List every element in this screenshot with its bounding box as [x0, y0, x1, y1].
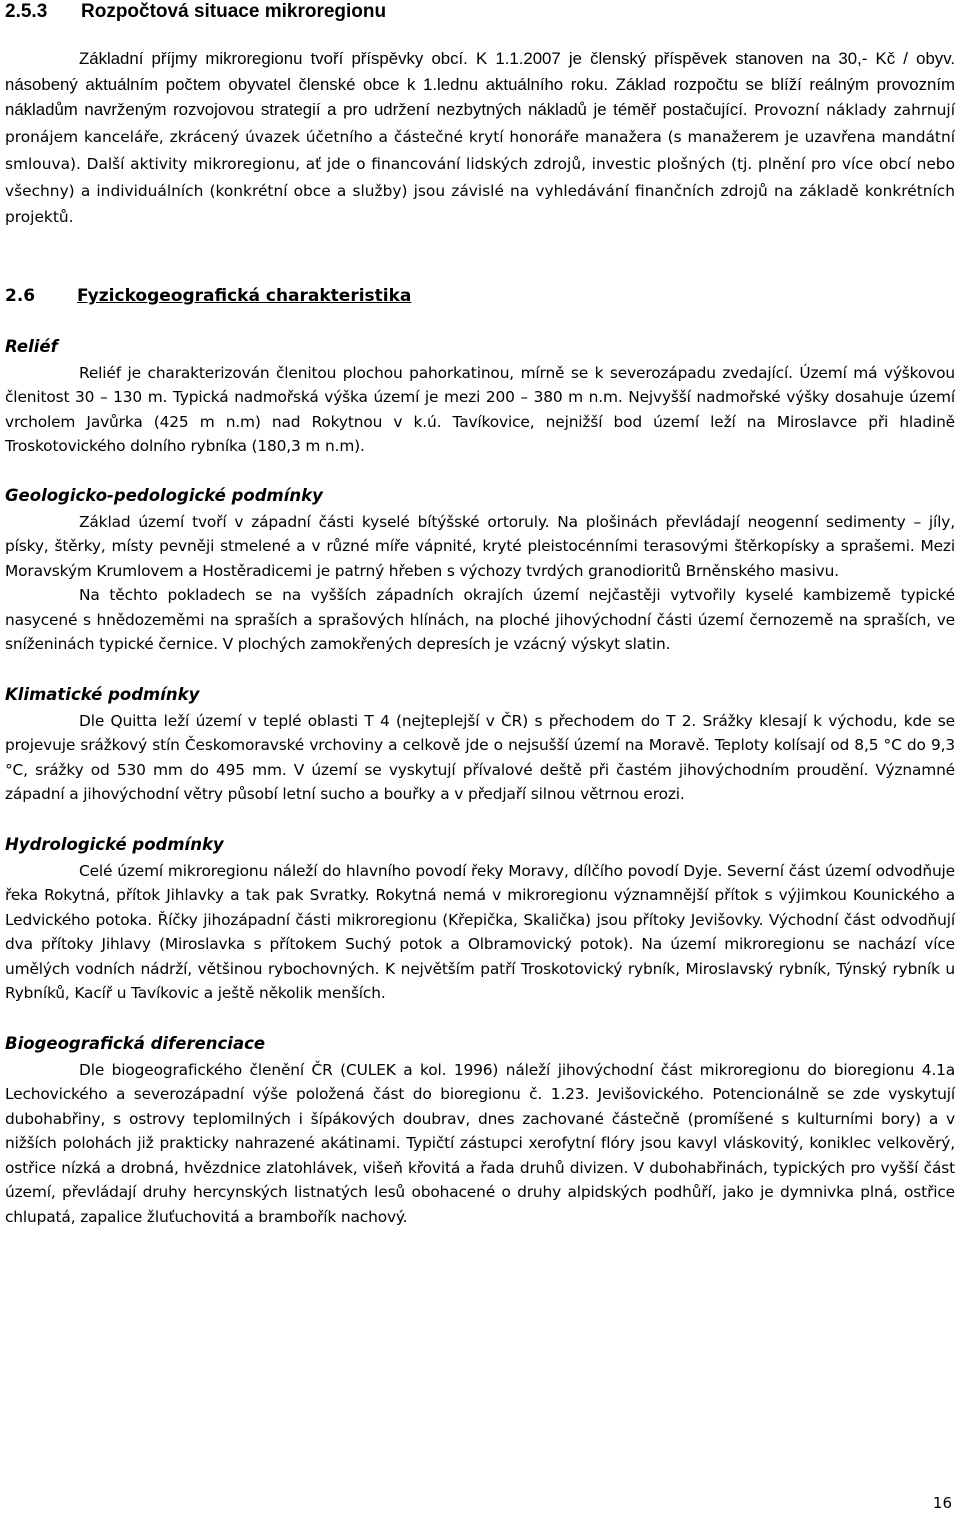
- climate-paragraph: Dle Quitta leží území v teplé oblasti T 4 (nejteplejší v ČR) s přechodem do T 2. Srážky klesají k východu, kde se projevuje srážkový stín Českomoravské vrchoviny a celkově jde o nejsušší území na Moravě. Teploty kolísají od 8,5 °C do 9,3 °C, srážky od 530 mm do 495 mm. V území se vyskytují přívalové deště při častém jihovýchodním proudění. Významné západní a jihovýchodní větry působí letní sucho a bouřky a v předjaří silnou větrnou erozi.: [5, 711, 955, 804]
- geology-paragraph-2: Na těchto pokladech se na vyšších západních okrajích území nejčastěji vytvořily kyselé kambizemě typické nasycené s hnědozeměmi na spraších a sprašových hlínách, na ploché jihovýchodní části území černozemě na spraších, ve sníženinách typické černice. V plochých zamokřených depresích je vzácný výskyt slatin.: [5, 586, 955, 654]
- geology-paragraph-1: Základ území tvoří v západní části kyselé bítýšské ortoruly. Na plošinách převládají neogenní sedimenty – jíly, písky, štěrky, místy pevněji stmelené a v různé míře vápnité, kryté pleistocénními terasovými štěrkopísky a sprašemi. Mezi Moravským Krumlovem a Hostěradicemi je patrný hřeben s výchozy tvrdých granodioritů Brněnského masivu.: [5, 512, 955, 580]
- hydrology-paragraph: Celé území mikroregionu náleží do hlavního povodí řeky Moravy, dílčího povodí Dyje. Severní část území odvodňuje řeka Rokytná, přítok Jihlavky a tak pak Svratky. Rokytná nemá v mikroregionu významnější přítok s výjimkou Kounického a Ledvického potoka. Říčky jihozápadní části mikroregionu (Křepička, Skalička) jsou přítoky Jevišovky. Východní část odvodňují dva přítoky Jihlavy (Miroslavka s přítokem Suchý potok a Olbramovický potok). Na území mikroregionu se nachází více umělých vodních nádrží, většinou rybochovných. K největším patří Troskotovický rybník, Miroslavský rybník, Týnský rybník u Rybníků, Kacíř u Tavíkovic a ještě několik menších.: [5, 861, 955, 1003]
- section-heading-2-5-3: [5, 0, 955, 24]
- budget-paragraph-cont-inline: Provozní náklady zahrnují pronájem kanceláře, zkrácený úvazek účetního a částečné krytí honoráře manažera (s manažerem je uzavřena mandátní smlouva). Další aktivity mikroregionu, ať jde o financování lidských zdrojů, investic plošných (tj. plnění pro více obcí nebo všechny) a individuálních (konkrétní obce a služby) jsou závislé na vyhledávání finančních zdrojů na základě konkrétních projektů.: [5, 101, 955, 227]
- section-title: Rozpočtová situace mikroregionu: [81, 1, 387, 22]
- hydrology-heading: Hydrologické podmínky: [5, 834, 224, 854]
- relief-paragraph: Reliéf je charakterizován členitou plochou pahorkatinou, mírně se k severozápadu zvedající. Území má výškovou členitost 30 – 130 m. Typická nadmořská výška území je mezi 200 – 380 m n.m. Nejvyšší nadmořské výšky dosahuje území vrcholem Javůrka (425 m n.m) nad Rokytnou v k.ú. Tavíkovice, nejnižší bod území leží na Miroslavce při hladině Troskotovického dolního rybníka (180,3 m n.m).: [5, 363, 955, 456]
- biogeography-heading: Biogeografická diferenciace: [5, 1033, 266, 1053]
- geology-heading: Geologicko-pedologické podmínky: [5, 485, 323, 505]
- chapter-title: Fyzickogeografická charakteristika: [77, 285, 412, 306]
- budget-paragraph: [5, 46, 955, 231]
- section-number: 2.5.3: [5, 1, 48, 22]
- chapter-heading-2-6: [5, 284, 955, 308]
- biogeography-paragraph: Dle biogeografického členění ČR (CULEK a kol. 1996) náleží jihovýchodní část mikroregionu do bioregionu 4.1a Lechovického a severozápadní výše položená část do bioregionu č. 1.23. Jevišovického. Potencionálně se zde vyskytují dubohabřiny, s ostrovy teplomilných i šípákových doubrav, dnes zachované částečně (promíšené s kulturními bory) a v nižších polohách již prakticky nahrazené akátinami. Typičtí zástupci xerofytní flóry jsou kavyl vláskovitý, koniklec velkověrý, ostřice nízká a drobná, hvězdnice zlatohlávek, višeň křovitá a řada druhů divizen. V dubohabřinách, typických pro vyšší část území, převládají druhy hercynských listnatých lesů obohacené o druhy alpidských podhůří, jako je dymnivka plná, ostřice chlupatá, zapalice žluťuchovitá a brambořík nachový.: [5, 1060, 955, 1226]
- chapter-number: 2.6: [5, 285, 36, 306]
- page-number: 16: [932, 1494, 952, 1512]
- climate-heading: Klimatické podmínky: [5, 684, 200, 704]
- relief-heading: Reliéf: [5, 336, 58, 356]
- document-page: [5, 0, 955, 1229]
- budget-paragraph-text: Základní příjmy mikroregionu tvoří příspěvky obcí. K 1.1.2007 je členský příspěvek stanoven na 30,- Kč / obyv. násobený aktuálním počtem obyvatel členské obce k 1.lednu aktuálního roku. Základ rozpočtu se blíží reálným provozním nákladům navrženým rozvojovou strategií a pro udržení nezbytných nákladů je téměř postačující.: [5, 49, 955, 120]
